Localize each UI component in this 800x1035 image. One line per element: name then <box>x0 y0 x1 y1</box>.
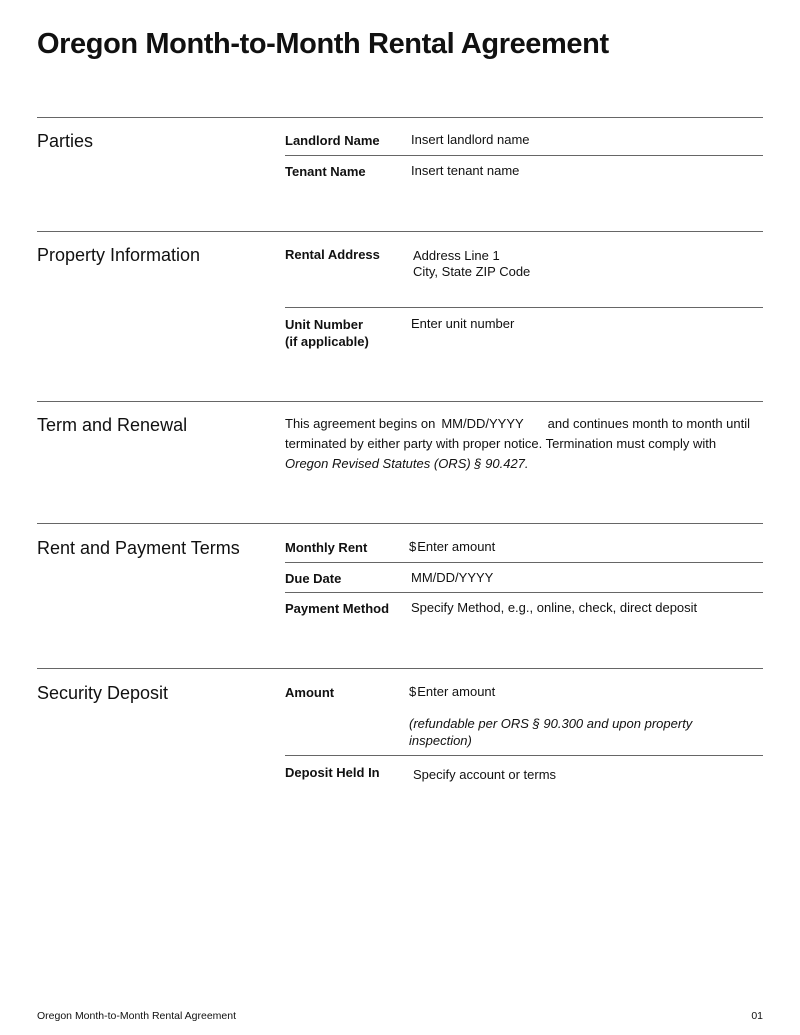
term-text-continue: and continues month to month until <box>547 416 751 431</box>
start-date-field[interactable]: MM/DD/YYYY <box>441 416 524 431</box>
section-divider-rent <box>37 523 763 524</box>
deposit-amount-value: Enter amount <box>417 684 496 699</box>
section-divider-deposit <box>37 668 763 669</box>
section-divider-parties <box>37 117 763 118</box>
section-title-rent: Rent and Payment Terms <box>37 538 240 558</box>
deposit-amount-label: Amount <box>285 685 335 700</box>
due-date-label: Due Date <box>285 571 342 586</box>
section-title-property: Property Information <box>37 245 201 265</box>
due-date-field[interactable]: MM/DD/YYYY <box>411 570 494 585</box>
currency-symbol: $ <box>409 684 417 699</box>
field-divider <box>285 155 763 156</box>
field-divider <box>285 307 763 308</box>
monthly-rent-label: Monthly Rent <box>285 540 368 555</box>
unit-number-label: Unit Number <box>285 317 363 332</box>
rental-address-label: Rental Address <box>285 247 380 262</box>
landlord-name-field[interactable]: Insert landlord name <box>411 132 530 147</box>
document-title: Oregon Month-to-Month Rental Agreement <box>37 28 609 60</box>
deposit-held-field[interactable]: Specify account or terms <box>413 767 557 782</box>
deposit-amount-field[interactable] <box>409 684 495 700</box>
section-divider-property <box>37 231 763 232</box>
unit-number-field[interactable]: Enter unit number <box>411 316 515 331</box>
field-divider <box>285 562 763 563</box>
payment-method-field[interactable]: Specify Method, e.g., online, check, direct deposit <box>411 600 698 615</box>
section-title-term: Term and Renewal <box>37 415 188 435</box>
term-text-line2: terminated by either party with proper notice. Termination must comply with <box>285 436 717 451</box>
section-title-deposit: Security Deposit <box>37 683 169 703</box>
field-divider <box>285 755 763 756</box>
unit-number-qualifier: (if applicable) <box>285 334 369 349</box>
field-divider <box>285 592 763 593</box>
payment-method-label: Payment Method <box>285 601 390 616</box>
monthly-rent-value: Enter amount <box>417 539 496 554</box>
landlord-name-label: Landlord Name <box>285 133 380 148</box>
footer-document-name: Oregon Month-to-Month Rental Agreement <box>37 1010 237 1022</box>
statute-reference: Oregon Revised Statutes (ORS) § 90.427. <box>285 456 529 471</box>
section-title-parties: Parties <box>37 131 94 151</box>
monthly-rent-field[interactable] <box>409 539 495 555</box>
term-paragraph <box>285 414 763 474</box>
term-text-start: This agreement begins on <box>285 416 436 431</box>
deposit-note-line1: (refundable per ORS § 90.300 and upon property <box>409 716 693 731</box>
tenant-name-field[interactable]: Insert tenant name <box>411 163 520 178</box>
footer-page-number: 01 <box>751 1010 763 1022</box>
deposit-note-line2: inspection) <box>409 733 472 748</box>
deposit-held-label: Deposit Held In <box>285 765 380 780</box>
address-line2-field[interactable]: City, State ZIP Code <box>413 264 531 279</box>
tenant-name-label: Tenant Name <box>285 164 366 179</box>
currency-symbol: $ <box>409 539 417 554</box>
address-line1-field[interactable]: Address Line 1 <box>413 248 500 263</box>
section-divider-term <box>37 401 763 402</box>
